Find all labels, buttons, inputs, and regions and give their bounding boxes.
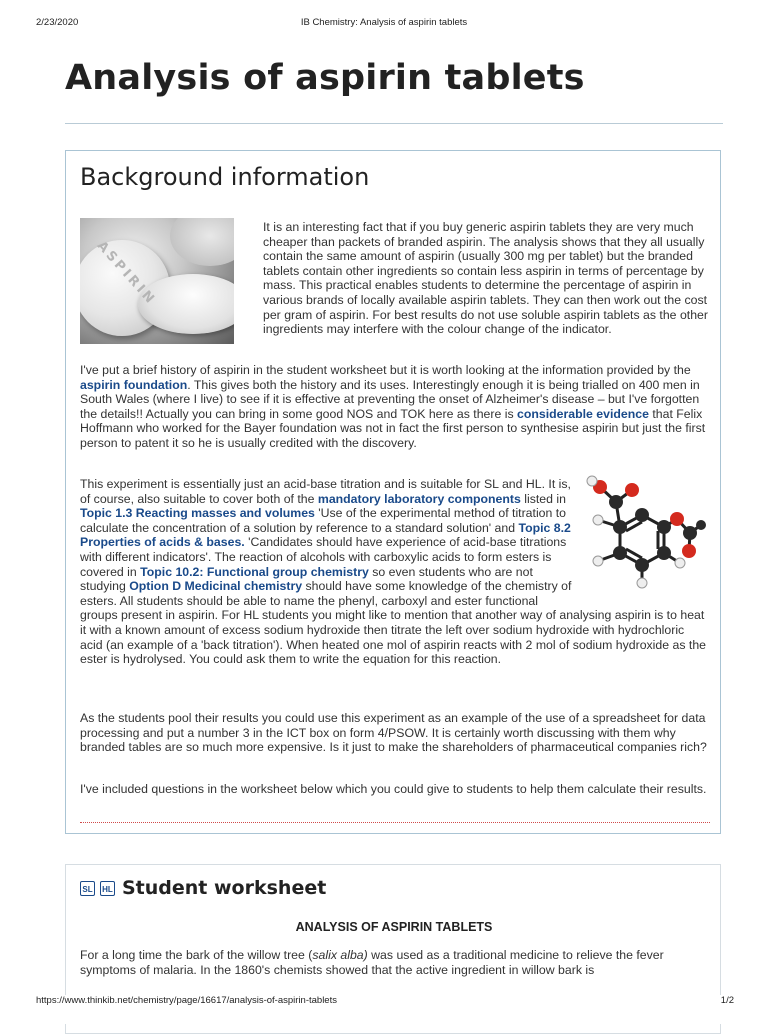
worksheet-heading: Student worksheet xyxy=(122,877,327,899)
text-run: so even students who are not studying xyxy=(80,564,533,594)
intro-paragraph xyxy=(263,220,711,337)
text-run: that Felix Hoffmann who worked for the Bayer foundation was not in fact the first person to synthesise aspirin but just the first person to patent it so he is usually credited with the discovery. xyxy=(80,406,706,450)
text-run: This experiment is essentially just an acid-base titration and is suitable for SL and HL. It is, of course, also suitable to cover both of the xyxy=(80,477,571,506)
text-run: I've put a brief history of aspirin in the student worksheet but it is worth looking at the information provided by the xyxy=(80,363,691,377)
intro-text: It is an interesting fact that if you buy generic aspirin tablets they are very much cheaper than packets of branded aspirin. The analysis shows that they all usually contain the same amount of aspirin (usually 300 mg per tablet) but the branded tablets contain other ingredients so contain less aspirin in terms of percentage by mass. This practical enables students to determine the percentage of aspirin in various brands of locally available aspirin tablets. They can then work out the cost per gram of aspirin. For best results do not use soluble aspirin tablets as the other ingredients may interfere with the colour change of the indicator. xyxy=(263,220,708,337)
syllabus-paragraph xyxy=(80,477,710,667)
topic-8-2-link[interactable]: Topic 8.2 Properties of acids & bases. xyxy=(80,520,571,550)
worksheet-heading-row xyxy=(80,877,326,899)
aspirin-tablets-photo xyxy=(80,218,234,344)
page-title: Analysis of aspirin tablets xyxy=(65,58,585,98)
print-header xyxy=(0,17,768,31)
topic-10-2-link[interactable]: Topic 10.2: Functional group chemistry xyxy=(140,564,369,579)
option-d-link[interactable]: Option D Medicinal chemistry xyxy=(129,579,303,594)
history-paragraph xyxy=(80,363,710,451)
text-run: should have some knowledge of the chemistry of esters. All students should be able to name the phenyl, carboxyl and ester functional groups present in aspirin. For HL students you might like to mention that another way of analysing aspirin is to heat it with a known amount of excess sodium hydroxide then titrate the left over sodium hydroxide with hydrochloric acid (an example of a 'back titration'). When heated one mol of aspirin reacts with 2 mol of sodium hydroxide as the ester is hydrolysed. You could ask them to write the equation for this reaction. xyxy=(80,579,707,667)
italic-species-name: salix alba) xyxy=(312,948,368,962)
hl-badge-icon: HL xyxy=(100,881,115,896)
spreadsheet-text: As the students pool their results you could use this experiment as an example of the use of a spreadsheet for data processing and put a number 3 in the ICT box on form 4/PSOW. It is certainly worth discussing with them why branded tables are so much more expensive. Is it just to make the shareholders of pharmaceutical companies rich? xyxy=(80,711,707,755)
page-number: 1/2 xyxy=(720,995,734,1006)
print-url: https://www.thinkib.net/chemistry/page/16617/analysis-of-aspirin-tablets xyxy=(36,995,337,1006)
text-run: . This gives both the history and its uses. Interestingly enough it is being trialled on 400 men in South Wales (where I live) to see if it is effective at preventing the onset of Alzheimer's disease – but I've forgotten the details!! Actually you can bring in some good NOS and TOK here as there is xyxy=(80,377,700,421)
print-page-title: IB Chemistry: Analysis of aspirin tablets xyxy=(300,17,468,28)
considerable-evidence-link[interactable]: considerable evidence xyxy=(517,406,649,421)
topic-1-3-link[interactable]: Topic 1.3 Reacting masses and volumes xyxy=(80,506,315,521)
spreadsheet-paragraph xyxy=(80,711,710,755)
sl-badge-icon: SL xyxy=(80,881,95,896)
dotted-divider xyxy=(80,822,710,823)
tablet-imprint: ASPIRIN xyxy=(93,238,159,309)
background-heading: Background information xyxy=(80,163,370,191)
aspirin-foundation-link[interactable]: aspirin foundation xyxy=(80,377,188,392)
worksheet-note-paragraph xyxy=(80,782,710,797)
print-footer xyxy=(0,995,768,1024)
tablet-shape xyxy=(170,218,234,266)
print-date: 2/23/2020 xyxy=(36,17,79,28)
text-run: For a long time the bark of the willow tree ( xyxy=(80,948,313,962)
aspirin-molecule-model xyxy=(580,475,706,597)
text-run: was used as a traditional medicine to relieve the fever symptoms of malaria. In the 1860's chemists showed that the active ingredient in willow bark is xyxy=(80,948,664,977)
text-run: listed in xyxy=(520,491,566,506)
background-panel xyxy=(65,150,721,834)
text-run: 'Use of the experimental method of titration to calculate the concentration of a solution by reference to a standard solution' and xyxy=(80,506,567,535)
worksheet-intro-paragraph xyxy=(80,948,710,977)
worksheet-subheading: ANALYSIS OF ASPIRIN TABLETS xyxy=(295,920,493,934)
text-run: 'Candidates should have experience of acid-base titrations with different indicators'. The reaction of alcohols with carboxylic acids to form esters is covered in xyxy=(80,535,567,579)
worksheet-note-text: I've included questions in the worksheet below which you could give to students to help them calculate their results. xyxy=(80,782,707,796)
mandatory-lab-components-link[interactable]: mandatory laboratory components xyxy=(317,491,521,506)
title-divider xyxy=(65,123,723,124)
